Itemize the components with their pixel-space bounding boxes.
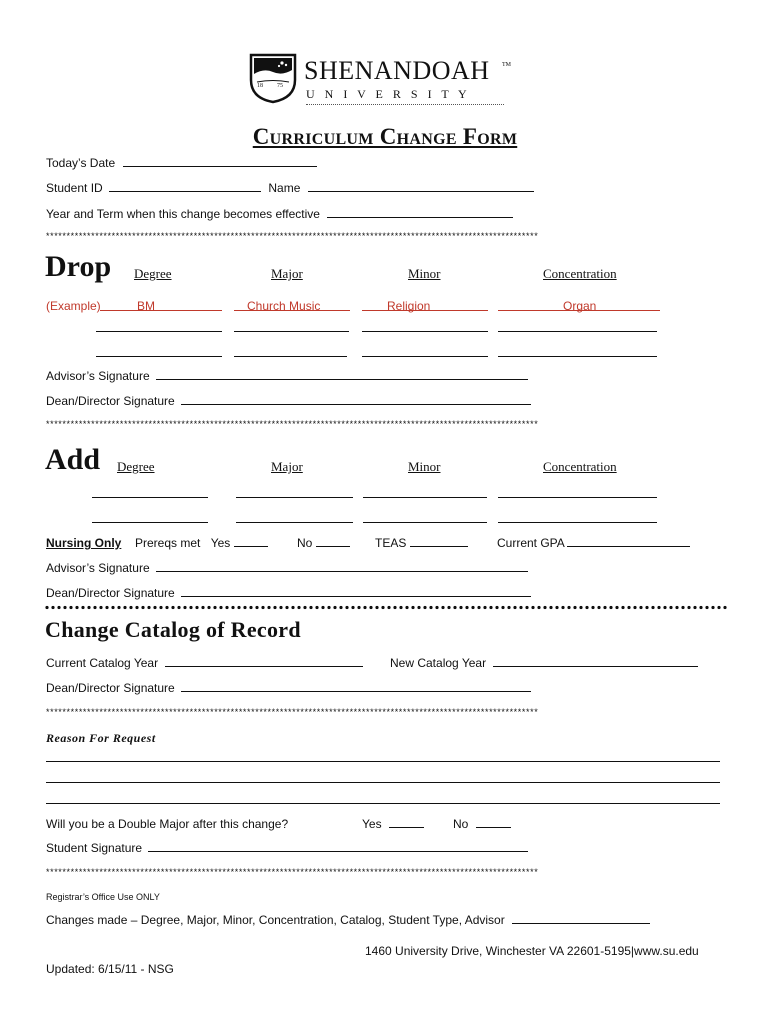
catalog-dean-label: Dean/Director Signature xyxy=(46,681,175,695)
double-major-yes-field[interactable] xyxy=(389,817,424,828)
star-divider: ************************************************************************************************************************ xyxy=(46,231,539,241)
dotted-divider xyxy=(44,605,728,610)
current-catalog-label: Current Catalog Year xyxy=(46,656,159,670)
drop-dean-row xyxy=(46,394,531,408)
double-major-yes-label: Yes xyxy=(362,817,382,831)
reason-heading: Reason For Request xyxy=(46,731,156,745)
add-heading: Add xyxy=(45,443,101,476)
current-gpa-field[interactable] xyxy=(567,536,690,547)
student-signature-field[interactable] xyxy=(148,841,528,852)
logo-year-left: 18 xyxy=(257,83,263,89)
drop-col-minor: Minor xyxy=(408,266,441,281)
add-advisor-row xyxy=(46,561,528,575)
logo-university: U N I V E R S I T Y xyxy=(306,87,471,101)
catalog-heading: Change Catalog of Record xyxy=(45,617,301,642)
drop-col-degree: Degree xyxy=(134,266,172,281)
name-label: Name xyxy=(268,181,301,195)
drop-dean-label: Dean/Director Signature xyxy=(46,394,175,408)
prereqs-no-field[interactable] xyxy=(316,536,350,547)
reason-field-2[interactable] xyxy=(46,782,720,783)
drop-concentration-field-1[interactable] xyxy=(498,331,657,332)
example-degree: BM xyxy=(137,299,155,313)
university-logo xyxy=(248,52,510,108)
prereqs-no-row xyxy=(297,536,350,550)
drop-major-field-1[interactable] xyxy=(234,331,349,332)
drop-advisor-field[interactable] xyxy=(156,369,528,380)
current-gpa-label: Current GPA xyxy=(497,536,565,550)
add-advisor-label: Advisor’s Signature xyxy=(46,561,150,575)
student-signature-row xyxy=(46,841,528,855)
year-term-field[interactable] xyxy=(327,207,513,218)
teas-label: TEAS xyxy=(375,536,407,550)
double-major-yes-row xyxy=(362,817,424,831)
double-major-no-label: No xyxy=(453,817,469,831)
nursing-only-label: Nursing Only xyxy=(46,536,122,550)
prereqs-label: Prereqs met xyxy=(135,536,201,550)
teas-row xyxy=(375,536,468,550)
student-id-row xyxy=(46,181,534,195)
current-catalog-field[interactable] xyxy=(165,656,363,667)
prereqs-row xyxy=(135,536,268,550)
add-major-field-1[interactable] xyxy=(236,497,353,498)
logo-tm: TM xyxy=(502,62,511,68)
changes-made-row xyxy=(46,913,650,927)
add-degree-field-1[interactable] xyxy=(92,497,208,498)
double-major-question: Will you be a Double Major after this change? xyxy=(46,817,289,831)
drop-degree-field-2[interactable] xyxy=(96,356,222,357)
logo-name: SHENANDOAH xyxy=(304,56,490,85)
todays-date-row xyxy=(46,156,317,170)
add-advisor-field[interactable] xyxy=(156,561,528,572)
add-minor-field-2[interactable] xyxy=(363,522,487,523)
star-divider: ************************************************************************************************************************ xyxy=(46,867,539,877)
teas-field[interactable] xyxy=(410,536,468,547)
drop-minor-field-2[interactable] xyxy=(362,356,488,357)
changes-made-label: Changes made – Degree, Major, Minor, Concentration, Catalog, Student Type, Advisor xyxy=(46,913,505,927)
drop-minor-field-1[interactable] xyxy=(362,331,488,332)
add-minor-field-1[interactable] xyxy=(363,497,487,498)
add-col-major: Major xyxy=(271,459,303,474)
drop-advisor-label: Advisor’s Signature xyxy=(46,369,150,383)
add-col-degree: Degree xyxy=(117,459,155,474)
gpa-row xyxy=(497,536,690,550)
add-dean-field[interactable] xyxy=(181,586,531,597)
footer-address: 1460 University Drive, Winchester VA 22601-5195|www.su.edu xyxy=(365,944,699,958)
name-field[interactable] xyxy=(308,181,534,192)
student-id-field[interactable] xyxy=(109,181,261,192)
add-major-field-2[interactable] xyxy=(236,522,353,523)
example-label: (Example) xyxy=(46,299,101,313)
drop-degree-field-1[interactable] xyxy=(96,331,222,332)
page-title: Curriculum Change Form xyxy=(252,124,518,149)
example-major: Church Music xyxy=(247,299,321,313)
drop-major-field-2[interactable] xyxy=(234,356,347,357)
registrar-label: Registrar’s Office Use ONLY xyxy=(46,892,160,902)
add-dean-label: Dean/Director Signature xyxy=(46,586,175,600)
star-divider: ************************************************************************************************************************ xyxy=(46,707,539,717)
catalog-dean-row xyxy=(46,681,531,695)
double-major-no-row xyxy=(453,817,511,831)
prereqs-no-label: No xyxy=(297,536,313,550)
footer-updated: Updated: 6/15/11 - NSG xyxy=(46,962,174,976)
add-col-minor: Minor xyxy=(408,459,441,474)
drop-heading: Drop xyxy=(45,250,112,283)
prereqs-yes-label: Yes xyxy=(210,536,231,550)
drop-col-concentration: Concentration xyxy=(543,266,617,281)
double-major-no-field[interactable] xyxy=(476,817,511,828)
new-catalog-row xyxy=(390,656,698,670)
reason-field-3[interactable] xyxy=(46,803,720,804)
new-catalog-label: New Catalog Year xyxy=(390,656,487,670)
todays-date-field[interactable] xyxy=(123,156,317,167)
drop-concentration-field-2[interactable] xyxy=(498,356,657,357)
year-term-row xyxy=(46,207,513,221)
current-catalog-row xyxy=(46,656,363,670)
drop-col-major: Major xyxy=(271,266,303,281)
logo-year-right: 75 xyxy=(277,83,283,89)
student-id-label: Student ID xyxy=(46,181,103,195)
year-term-label: Year and Term when this change becomes effective xyxy=(46,207,320,221)
drop-dean-field[interactable] xyxy=(181,394,531,405)
add-degree-field-2[interactable] xyxy=(92,522,208,523)
drop-advisor-row xyxy=(46,369,528,383)
star-divider: ************************************************************************************************************************ xyxy=(46,419,539,429)
add-dean-row xyxy=(46,586,531,600)
student-signature-label: Student Signature xyxy=(46,841,143,855)
shield-icon xyxy=(248,52,298,104)
prereqs-yes-field[interactable] xyxy=(234,536,268,547)
new-catalog-field[interactable] xyxy=(493,656,698,667)
catalog-dean-field[interactable] xyxy=(181,681,531,692)
example-concentration: Organ xyxy=(563,299,597,313)
todays-date-label: Today’s Date xyxy=(46,156,116,170)
reason-field-1[interactable] xyxy=(46,761,720,762)
add-concentration-field-2[interactable] xyxy=(498,522,657,523)
example-minor: Religion xyxy=(387,299,431,313)
add-concentration-field-1[interactable] xyxy=(498,497,657,498)
changes-made-field[interactable] xyxy=(512,913,650,924)
add-col-concentration: Concentration xyxy=(543,459,617,474)
